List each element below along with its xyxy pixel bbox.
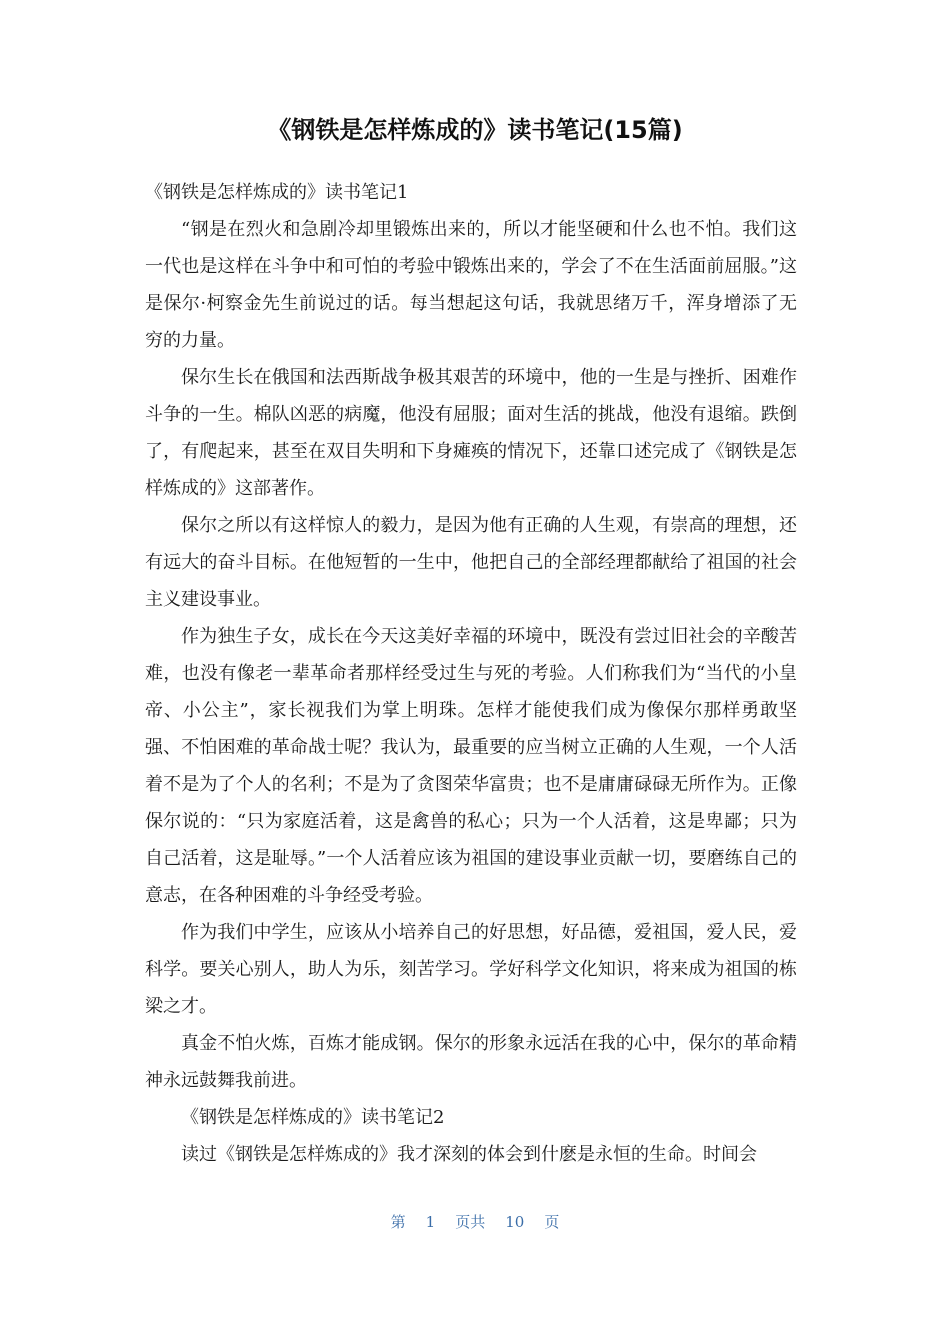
section-heading-1: 《钢铁是怎样炼成的》读书笔记1	[145, 182, 409, 203]
paragraph-7: 读过《钢铁是怎样炼成的》我才深刻的体会到什麽是永恒的生命。时间会	[181, 1144, 757, 1165]
section-heading-2: 《钢铁是怎样炼成的》读书笔记2	[181, 1107, 445, 1128]
footer-mid: 页共	[455, 1213, 486, 1231]
paragraph-1: “钢是在烈火和急剧冷却里锻炼出来的，所以才能坚硬和什么也不怕。我们这一代也是这样在斗争中和可怕的考验中锻炼出来的，学会了不在生活面前屈服。”这是保尔·柯察金先生前说过的话。每当想起这句话，我就思绪万千，浑身增添了无穷的力量。	[145, 219, 797, 351]
paragraph-4: 作为独生子女，成长在今天这美好幸福的环境中，既没有尝过旧社会的辛酸苦难，也没有像老一辈革命者那样经受过生与死的考验。人们称我们为“当代的小皇帝、小公主”，家长视我们为掌上明珠。怎样才能使我们成为像保尔那样勇敢坚强、不怕困难的革命战士呢？我认为，最重要的应当树立正确的人生观，一个人活着不是为了个人的名利；不是为了贪图荣华富贵；也不是庸庸碌碌无所作为。正像保尔说的：“只为家庭活着，这是禽兽的私心；只为一个人活着，这是卑鄙；只为自己活着，这是耻辱。”一个人活着应该为祖国的建设事业贡献一切，要磨练自己的意志，在各种困难的斗争经受考验。	[145, 626, 797, 906]
paragraph-6: 真金不怕火炼，百炼才能成钢。保尔的形象永远活在我的心中，保尔的革命精神永远鼓舞我前进。	[145, 1033, 797, 1091]
document-body	[145, 174, 797, 1173]
paragraph-2: 保尔生长在俄国和法西斯战争极其艰苦的环境中，他的一生是与挫折、困难作斗争的一生。棉队凶恶的病魔，他没有屈服；面对生活的挑战，他没有退缩。跌倒了，有爬起来，甚至在双目失明和下身瘫痪的情况下，还靠口述完成了《钢铁是怎样炼成的》这部著作。	[145, 367, 797, 499]
current-page-number: 1	[425, 1213, 436, 1231]
paragraph-5: 作为我们中学生，应该从小培养自己的好思想，好品德，爱祖国，爱人民，爱科学。要关心别人，助人为乐，刻苦学习。学好科学文化知识，将来成为祖国的栋梁之才。	[145, 922, 797, 1017]
page-footer	[0, 1210, 950, 1234]
footer-prefix: 第	[390, 1213, 406, 1231]
total-pages-number: 10	[505, 1213, 525, 1231]
footer-suffix: 页	[544, 1213, 560, 1231]
paragraph-3: 保尔之所以有这样惊人的毅力，是因为他有正确的人生观，有崇高的理想，还有远大的奋斗目标。在他短暂的一生中，他把自己的全部经理都献给了祖国的社会主义建设事业。	[145, 515, 797, 610]
document-title: 《钢铁是怎样炼成的》读书笔记(15篇)	[267, 116, 683, 144]
